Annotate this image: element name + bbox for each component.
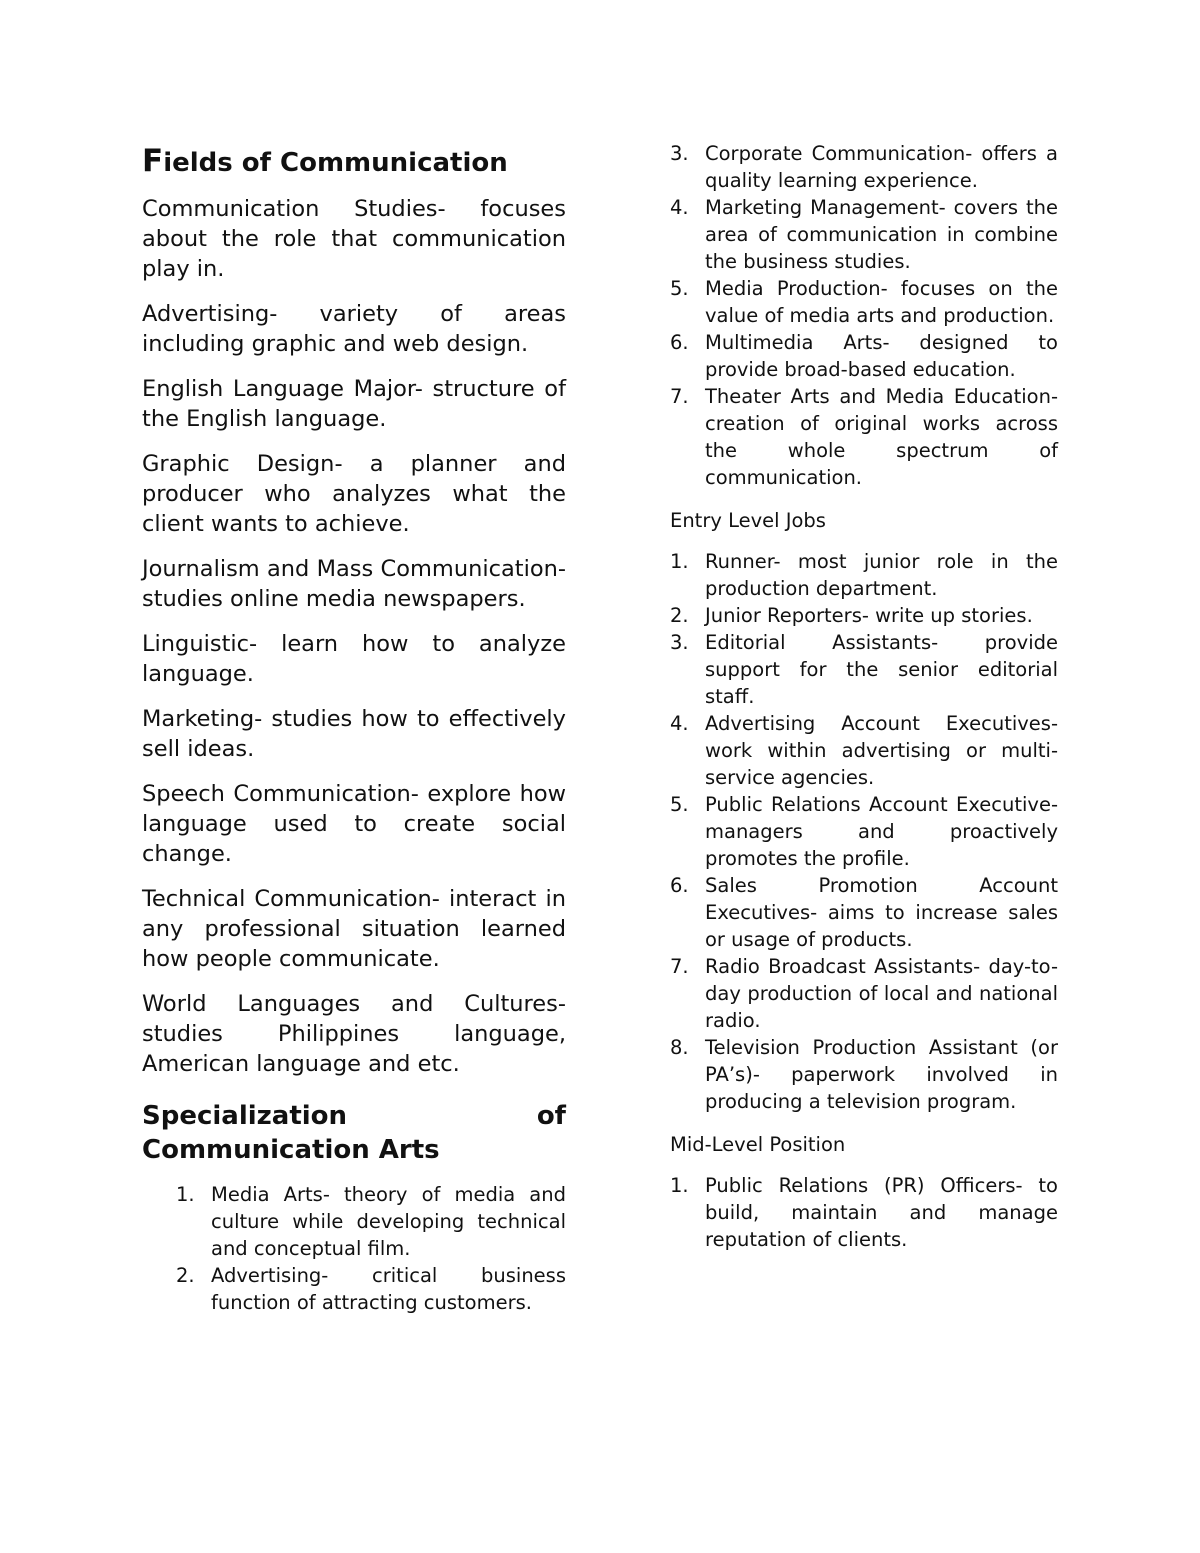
list-item [670, 194, 1058, 275]
list-number: 6. [670, 331, 689, 354]
list-text: Theater Arts and Media Education- creation of original works across the whole spectrum of communication. [705, 385, 1058, 489]
list-text: Advertising Account Executives- work within advertising or multi-service agencies. [705, 712, 1058, 789]
specialization-heading-word2: of [536, 1101, 566, 1131]
list-item [670, 1172, 1058, 1253]
list-item [670, 629, 1058, 710]
field-paragraph: World Languages and Cultures- studies Philippines language, American language and etc. [142, 991, 566, 1077]
list-text: Runner- most junior role in the production department. [705, 550, 1058, 600]
list-number: 7. [670, 385, 689, 408]
title-rest: ields of Communication [163, 148, 508, 178]
list-text: Sales Promotion Account Executives- aims to increase sales or usage of products. [705, 874, 1058, 951]
list-number: 2. [176, 1264, 195, 1287]
list-text: Corporate Communication- offers a quality learning experience. [705, 142, 1058, 192]
list-text: Editorial Assistants- provide support for the senior editorial staff. [705, 631, 1058, 708]
list-item [142, 1262, 566, 1316]
specialization-heading-line2: Communication Arts [142, 1135, 440, 1165]
specialization-heading [142, 1099, 566, 1167]
list-item [670, 872, 1058, 953]
list-item [670, 140, 1058, 194]
list-item [670, 275, 1058, 329]
field-paragraph: English Language Major- structure of the English language. [142, 376, 566, 432]
left-column [142, 144, 566, 1316]
list-text: Advertising- critical business function of attracting customers. [211, 1264, 566, 1314]
list-item [670, 1034, 1058, 1115]
list-number: 3. [670, 142, 689, 165]
entry-level-heading: Entry Level Jobs [670, 509, 826, 532]
list-item [670, 383, 1058, 491]
list-number: 4. [670, 196, 689, 219]
title-first-letter: F [142, 143, 164, 179]
list-item [670, 602, 1058, 629]
field-paragraph: Journalism and Mass Communication- studies online media newspapers. [142, 556, 566, 612]
list-text: Marketing Management- covers the area of communication in combine the business studies. [705, 196, 1058, 273]
list-number: 7. [670, 955, 689, 978]
list-number: 4. [670, 712, 689, 735]
field-paragraph: Linguistic- learn how to analyze language. [142, 631, 566, 687]
specialization-list [142, 1181, 566, 1316]
list-number: 1. [670, 550, 689, 573]
field-paragraph: Advertising- variety of areas including graphic and web design. [142, 301, 566, 357]
list-text: Public Relations (PR) Officers- to build, maintain and manage reputation of clients. [705, 1174, 1058, 1251]
list-number: 6. [670, 874, 689, 897]
list-text: Public Relations Account Executive- managers and proactively promotes the profile. [705, 793, 1058, 870]
specialization-heading-word1: Specialization [142, 1101, 348, 1131]
list-text: Multimedia Arts- designed to provide broad-based education. [705, 331, 1058, 381]
list-item [670, 953, 1058, 1034]
field-paragraph: Technical Communication- interact in any professional situation learned how people communicate. [142, 886, 566, 972]
list-number: 2. [670, 604, 689, 627]
page-title [142, 144, 566, 180]
list-text: Radio Broadcast Assistants- day-to-day production of local and national radio. [705, 955, 1058, 1032]
list-text: Media Production- focuses on the value of media arts and production. [705, 277, 1058, 327]
list-number: 5. [670, 277, 689, 300]
field-paragraph: Speech Communication- explore how language used to create social change. [142, 781, 566, 867]
list-number: 3. [670, 631, 689, 654]
list-text: Media Arts- theory of media and culture while developing technical and conceptual film. [211, 1183, 566, 1260]
entry-level-list [670, 548, 1058, 1115]
mid-level-heading: Mid-Level Position [670, 1133, 846, 1156]
list-number: 5. [670, 793, 689, 816]
field-paragraph: Graphic Design- a planner and producer who analyzes what the client wants to achieve. [142, 451, 566, 537]
list-item [670, 548, 1058, 602]
list-item [142, 1181, 566, 1262]
mid-level-list [670, 1172, 1058, 1253]
list-item [670, 791, 1058, 872]
specialization-list-continued [670, 140, 1058, 491]
list-number: 1. [176, 1183, 195, 1206]
list-number: 8. [670, 1036, 689, 1059]
list-item [670, 329, 1058, 383]
list-item [670, 710, 1058, 791]
field-paragraph: Marketing- studies how to effectively sell ideas. [142, 706, 566, 762]
list-number: 1. [670, 1174, 689, 1197]
field-paragraph: Communication Studies- focuses about the role that communication play in. [142, 196, 566, 282]
list-text: Junior Reporters- write up stories. [705, 604, 1033, 627]
right-column [670, 140, 1058, 1253]
list-text: Television Production Assistant (or PA’s)- paperwork involved in producing a television program. [705, 1036, 1058, 1113]
